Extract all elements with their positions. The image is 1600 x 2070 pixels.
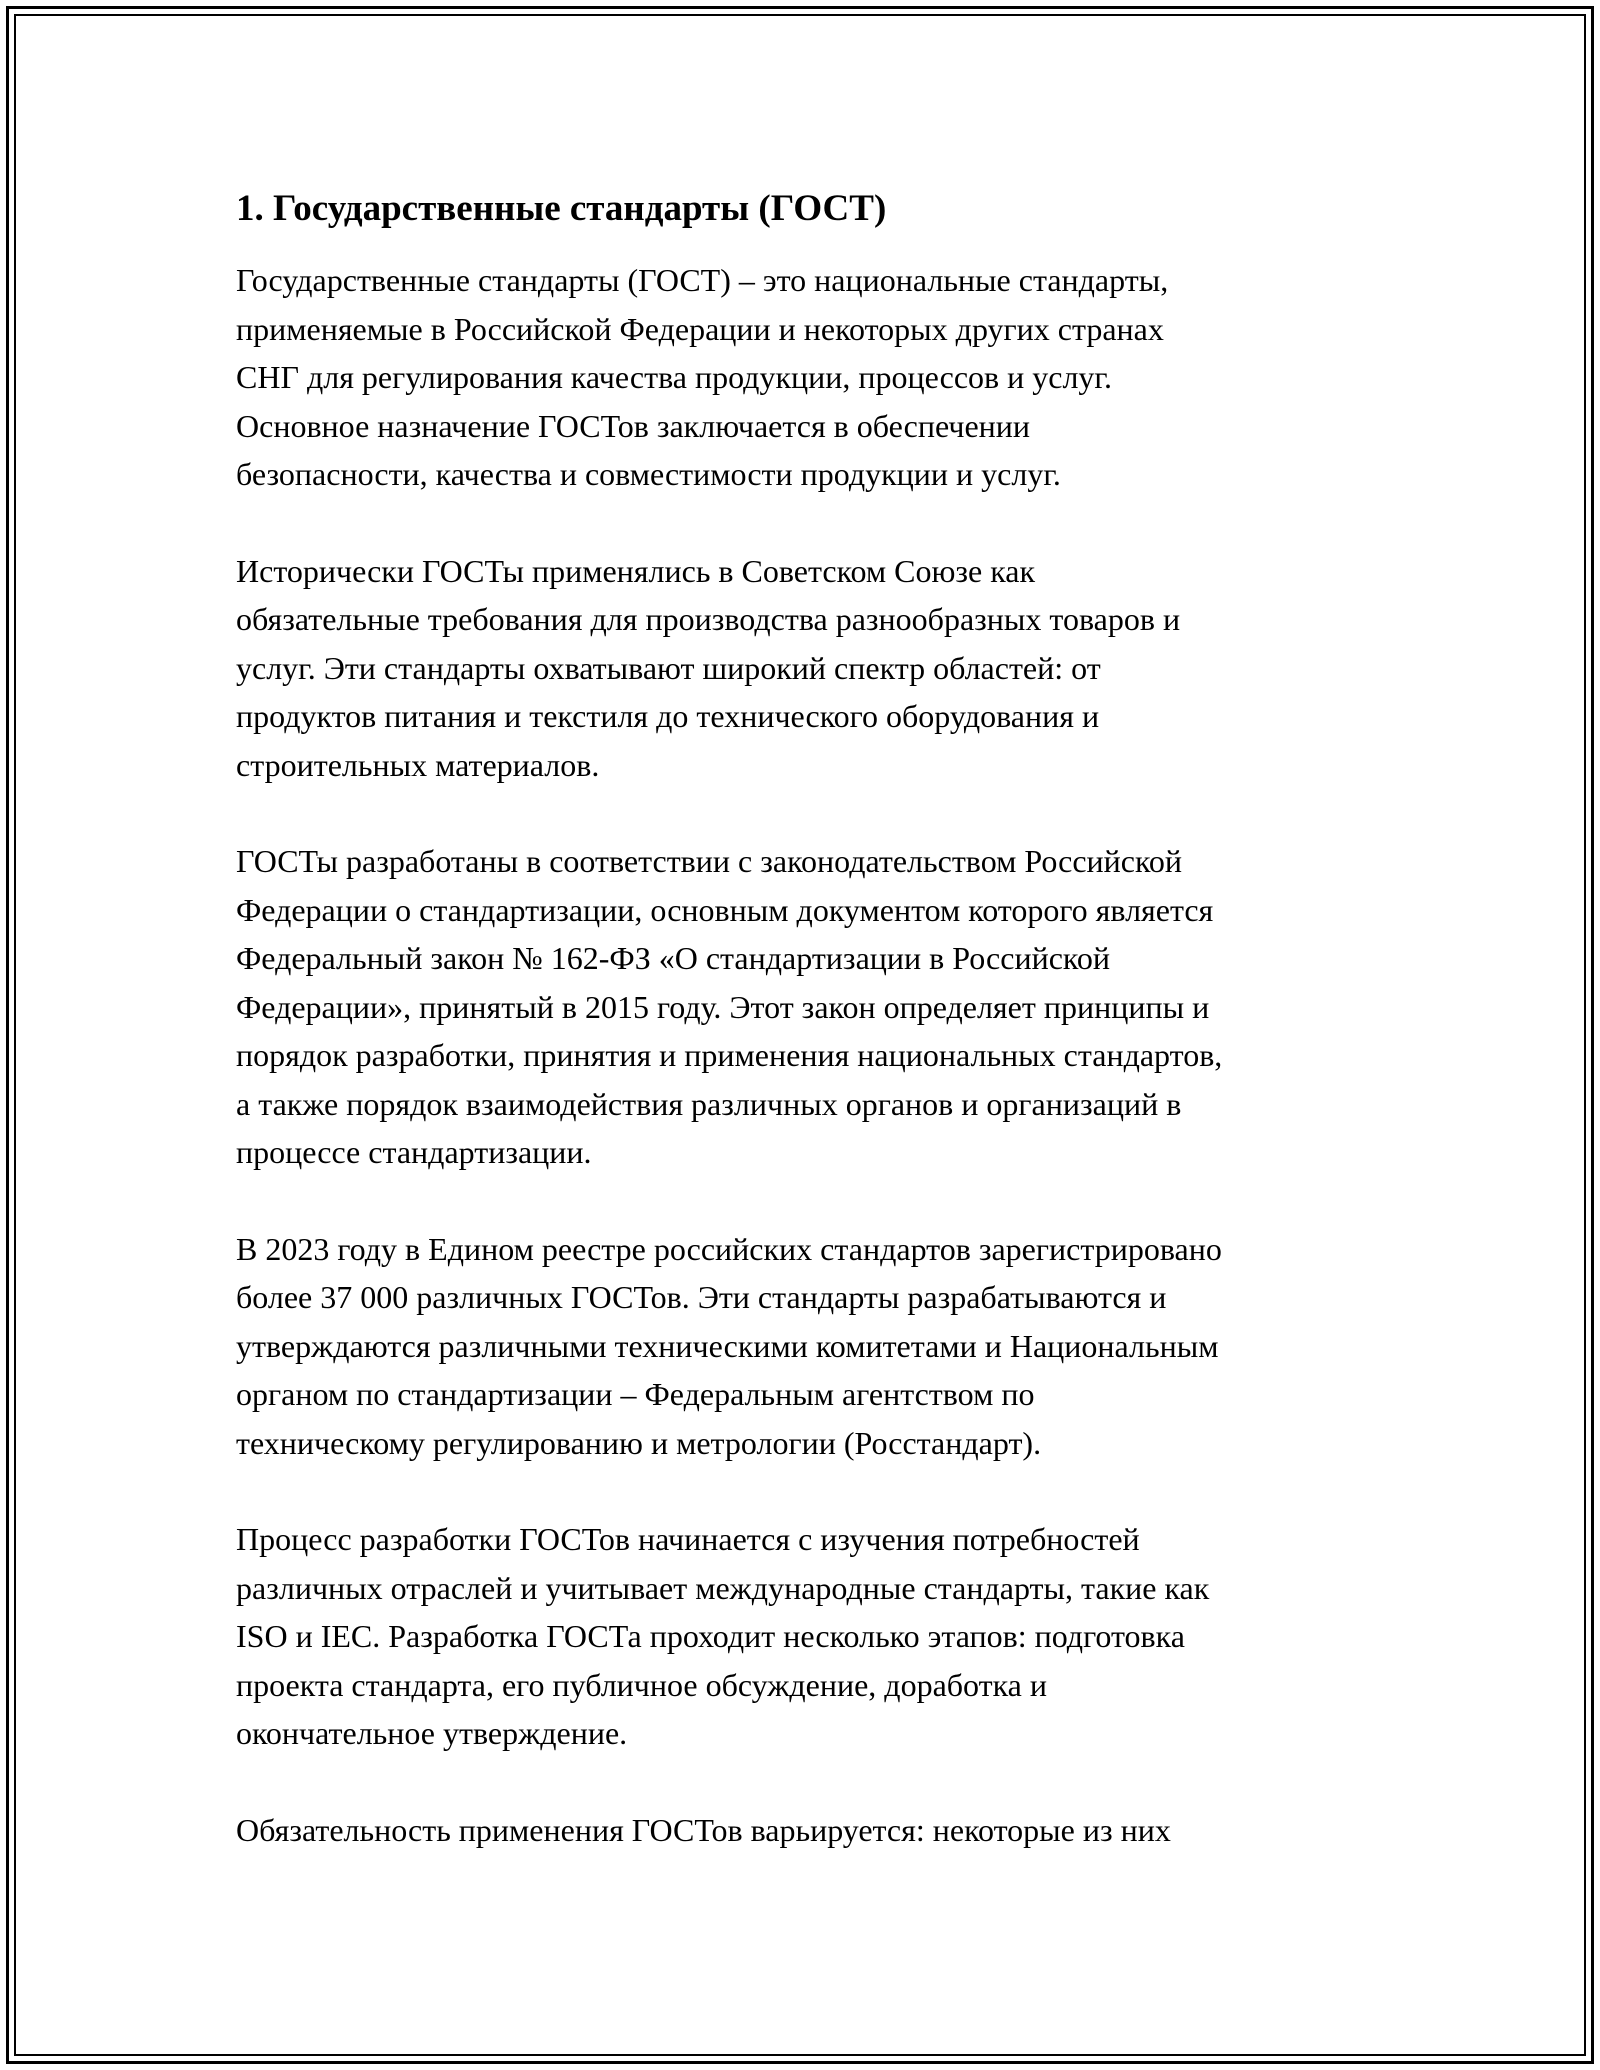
paragraph-registry: В 2023 году в Едином реестре российских стандартов зарегистрировано более 37 000 различных ГОСТов. Эти стандарты разрабатываются и утверждаются различными техническими комитетами и Национальным органом по стандартизации – Федеральным агентством по техническому регулированию и метрологии (Росстандарт). <box>236 1230 1222 1461</box>
paragraph-definition: Государственные стандарты (ГОСТ) – это национальные стандарты, применяемые в Российской Федерации и некоторых других странах СНГ для регулирования качества продукции, процессов и услуг. Основное назначение ГОСТов заключается в обеспечении безопасности, качества и совместимости продукции и услуг. <box>236 262 1169 492</box>
paragraph-history: Исторически ГОСТы применялись в Советском Союзе как обязательные требования для производства разнообразных товаров и услуг. Эти стандарты охватывают широкий спектр областей: от продуктов питания и текстиля до технического оборудования и строительных материалов. <box>236 552 1181 783</box>
section-heading: 1. Государственные стандарты (ГОСТ) <box>236 188 887 229</box>
document-body <box>236 186 1386 1902</box>
paragraph-legislation: ГОСТы разработаны в соответствии с законодательством Российской Федерации о стандартизации, основным документом которого является Федеральный закон № 162-ФЗ «О стандартизации в Российской Федерации», принятый в 2015 году. Этот закон определяет принципы и порядок разработки, принятия и применения национальных стандартов, а также порядок взаимодействия различных органов и организаций в процессе стандартизации. <box>236 843 1223 1170</box>
paragraph-mandatory-application: Обязательность применения ГОСТов варьируется: некоторые из них <box>236 1811 1171 1848</box>
paragraph-development-process: Процесс разработки ГОСТов начинается с изучения потребностей различных отраслей и учитывает международные стандарты, такие как ISO и IEC. Разработка ГОСТа проходит несколько этапов: подготовка проекта стандарта, его публичное обсуждение, доработка и окончательное утверждение. <box>236 1521 1210 1751</box>
